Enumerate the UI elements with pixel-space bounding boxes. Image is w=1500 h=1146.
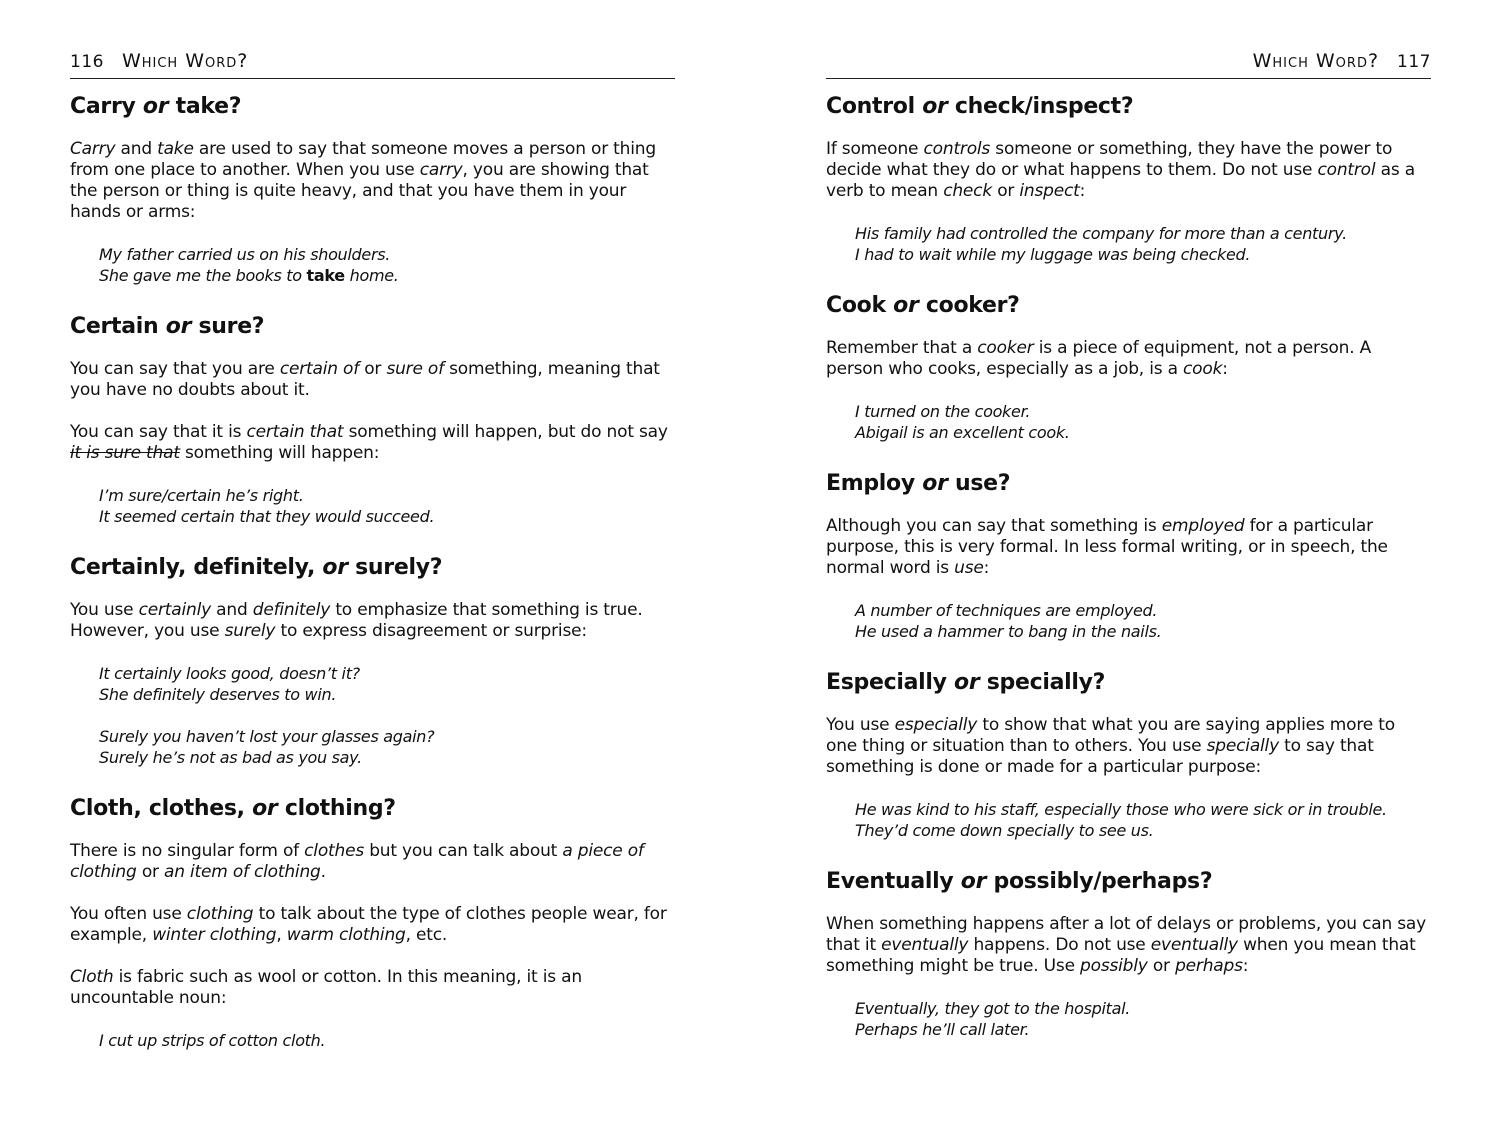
running-title: Which Word? bbox=[1252, 50, 1380, 72]
entry-heading: Employ or use? bbox=[826, 471, 1011, 496]
header-rule bbox=[826, 78, 1431, 79]
example-line: Abigail is an excellent cook. bbox=[855, 423, 1070, 442]
entry-heading: Cloth, clothes, or clothing? bbox=[70, 796, 396, 821]
example-line: It certainly looks good, doesn’t it? bbox=[99, 664, 360, 683]
example-block bbox=[855, 401, 1431, 443]
entry-employ-use bbox=[826, 469, 1431, 642]
entry-heading: Carry or take? bbox=[70, 94, 242, 119]
entry-paragraph: You use certainly and definitely to emphasize that something is true. However, you use surely to express disagreement or surprise: bbox=[70, 600, 643, 641]
entry-heading: Control or check/inspect? bbox=[826, 94, 1134, 119]
example-line: A number of techniques are employed. bbox=[855, 601, 1158, 620]
running-head bbox=[826, 50, 1431, 72]
example-block bbox=[99, 726, 675, 768]
entry-carry-take bbox=[70, 92, 675, 286]
entry-heading: Especially or specially? bbox=[826, 670, 1106, 695]
entry-especially-specially bbox=[826, 668, 1431, 841]
example-line: I turned on the cooker. bbox=[855, 402, 1031, 421]
example-line: They’d come down specially to see us. bbox=[855, 821, 1154, 840]
example-line: I’m sure/certain he’s right. bbox=[99, 486, 304, 505]
example-block bbox=[855, 998, 1431, 1040]
entry-paragraph: When something happens after a lot of delays or problems, you can say that it eventually happens. Do not use eventually when you mean that something might be true. Use possibly or perhaps: bbox=[826, 914, 1426, 976]
example-block bbox=[99, 244, 675, 286]
entry-paragraph: Carry and take are used to say that someone moves a person or thing from one place to another. When you use carry, you are showing that the person or thing is quite heavy, and that you have them in your hands or arms: bbox=[70, 139, 656, 222]
entry-heading: Cook or cooker? bbox=[826, 293, 1020, 318]
right-page bbox=[826, 0, 1431, 1146]
example-line: She gave me the books to take home. bbox=[99, 266, 399, 285]
struck-phrase: it is sure that bbox=[70, 443, 180, 463]
entry-certainly-definitely-surely bbox=[70, 553, 675, 768]
example-line: Perhaps he’ll call later. bbox=[855, 1020, 1030, 1039]
entry-paragraph: Remember that a cooker is a piece of equipment, not a person. A person who cooks, especially as a job, is a cook: bbox=[826, 338, 1372, 379]
example-block bbox=[99, 1030, 675, 1051]
running-title: Which Word? bbox=[121, 50, 249, 72]
example-line: It seemed certain that they would succeed. bbox=[99, 507, 435, 526]
entry-paragraph: There is no singular form of clothes but you can talk about a piece of clothing or an item of clothing. bbox=[70, 841, 644, 882]
example-line: Eventually, they got to the hospital. bbox=[855, 999, 1131, 1018]
entry-heading: Certainly, definitely, or surely? bbox=[70, 555, 443, 580]
entry-paragraph: Although you can say that something is employed for a particular purpose, this is very formal. In less formal writing, or in speech, the normal word is use: bbox=[826, 516, 1388, 578]
example-line: Surely you haven’t lost your glasses again? bbox=[99, 727, 435, 746]
example-line: I cut up strips of cotton cloth. bbox=[99, 1031, 326, 1050]
entry-eventually-possibly-perhaps bbox=[826, 867, 1431, 1040]
example-line: My father carried us on his shoulders. bbox=[99, 245, 391, 264]
example-block bbox=[855, 799, 1431, 841]
entry-heading: Eventually or possibly/perhaps? bbox=[826, 869, 1213, 894]
example-block bbox=[99, 663, 675, 705]
entry-cloth-clothes-clothing bbox=[70, 794, 675, 1051]
entry-paragraph: You can say that you are certain of or sure of something, meaning that you have no doubts about it. bbox=[70, 359, 660, 400]
left-page bbox=[70, 0, 675, 1146]
running-head bbox=[70, 50, 675, 72]
entry-paragraph: Cloth is fabric such as wool or cotton. In this meaning, it is an uncountable noun: bbox=[70, 967, 582, 1008]
entry-certain-sure bbox=[70, 312, 675, 527]
page-number: 116 bbox=[70, 52, 104, 72]
example-line: She definitely deserves to win. bbox=[99, 685, 337, 704]
entry-paragraph: You often use clothing to talk about the type of clothes people wear, for example, winter clothing, warm clothing, etc. bbox=[70, 904, 667, 945]
entry-paragraph: If someone controls someone or something, they have the power to decide what they do or what happens to them. Do not use control as a verb to mean check or inspect: bbox=[826, 139, 1415, 201]
entry-control-check-inspect bbox=[826, 92, 1431, 265]
page-content bbox=[826, 92, 1431, 1066]
example-block bbox=[855, 600, 1431, 642]
entry-paragraph: You use especially to show that what you are saying applies more to one thing or situation than to others. You use specially to say that something is done or made for a particular purpose: bbox=[826, 715, 1395, 777]
page-content bbox=[70, 92, 675, 1077]
example-line: He was kind to his staff, especially those who were sick or in trouble. bbox=[855, 800, 1387, 819]
header-rule bbox=[70, 78, 675, 79]
example-line: I had to wait while my luggage was being checked. bbox=[855, 245, 1251, 264]
example-line: Surely he’s not as bad as you say. bbox=[99, 748, 362, 767]
example-block bbox=[855, 223, 1431, 265]
example-line: He used a hammer to bang in the nails. bbox=[855, 622, 1162, 641]
entry-cook-cooker bbox=[826, 291, 1431, 443]
example-line: His family had controlled the company for more than a century. bbox=[855, 224, 1347, 243]
entry-paragraph: You can say that it is certain that something will happen, but do not say it is sure that something will happen: bbox=[70, 422, 668, 463]
page-number: 117 bbox=[1397, 52, 1431, 72]
entry-heading: Certain or sure? bbox=[70, 314, 265, 339]
example-block bbox=[99, 485, 675, 527]
